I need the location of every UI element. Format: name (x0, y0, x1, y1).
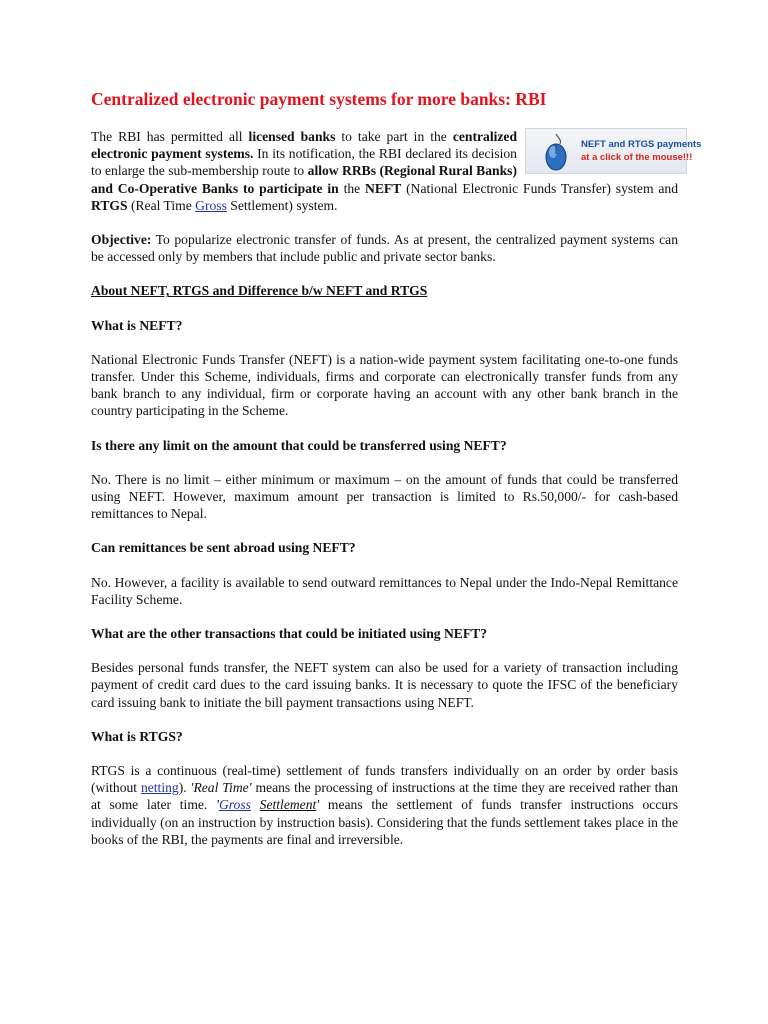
page-title: Centralized electronic payment systems for more banks: RBI (91, 89, 547, 109)
netting-link[interactable]: netting (140, 780, 179, 796)
intro-bold-licensed-banks: licensed banks (248, 129, 336, 144)
question-what-is-neft: What is NEFT? (91, 317, 183, 333)
intro-text-6: (Real Time (127, 197, 196, 213)
section-heading: About NEFT, RTGS and Difference b/w NEFT and RTGS (91, 283, 428, 299)
question-what-is-rtgs: What is RTGS? (91, 728, 183, 744)
intro-block (91, 128, 702, 214)
answer-neft-limit: No. There is no limit – either minimum or maximum – on the amount of funds that could be transferred using NEFT. However, maximum amount per transaction is limited to Rs.50,000/- for cash-based remittances to Nepal. (91, 471, 678, 522)
rtgs-gross-settlement-term (216, 797, 319, 812)
quote-open: ' (216, 797, 219, 813)
rtgs-text-2: ). (178, 780, 191, 796)
intro-bold-rrbs: allow RRBs (Regional Rural Banks) and Co-Operative Banks to participate in (91, 163, 517, 196)
intro-bold-rtgs: RTGS (91, 197, 128, 213)
intro-text-7: Settlement) system. (226, 197, 338, 213)
promo-line-2: at a click of the mouse!!! (581, 152, 693, 163)
question-other-transactions: What are the other transactions that could be initiated using NEFT? (91, 626, 487, 642)
intro-text-3: In its notification, the RBI declared its decision to enlarge the sub-membership route to (91, 146, 517, 179)
objective-label: Objective: (91, 232, 152, 248)
rtgs-text-3: means the processing of instructions at the time they are received rather than at some later time. (91, 780, 678, 813)
computer-mouse-icon (536, 132, 576, 172)
promo-image (525, 128, 702, 174)
promo-line-1: NEFT and RTGS payments (581, 139, 702, 150)
gross-settlement-link[interactable]: Gross (218, 797, 251, 813)
objective-paragraph (91, 231, 678, 265)
answer-other-transactions: Besides personal funds transfer, the NEFT system can also be used for a variety of transaction including payment of credit card dues to the card issuing banks. It is necessary to quote the IFSC of the beneficiary card issuing bank to initiate the bill payment transactions using NEFT. (91, 660, 678, 710)
question-neft-limit: Is there any limit on the amount that could be transferred using NEFT? (91, 437, 507, 453)
rtgs-real-time-term: 'Real Time' (190, 780, 252, 796)
rtgs-text-1: RTGS is a continuous (real-time) settlement of funds transfers individually on an order by order basis (without (91, 763, 678, 796)
intro-text-1: The RBI has permitted all (91, 129, 249, 144)
intro-text-4: the (338, 180, 366, 196)
answer-remittance-abroad: No. However, a facility is available to send outward remittances to Nepal under the Indo-Nepal Remittance Facility Scheme. (91, 574, 678, 607)
settlement-word: Settlement (259, 797, 317, 813)
answer-what-is-rtgs (91, 762, 678, 848)
gross-link[interactable]: Gross (195, 197, 227, 213)
question-remittance-abroad: Can remittances be sent abroad using NEFT? (91, 540, 356, 556)
objective-text: To popularize electronic transfer of funds. As at present, the centralized payment systems can be accessed only by members that include public and private sector banks. (91, 232, 678, 265)
quote-close: ' (316, 797, 320, 813)
answer-what-is-neft: National Electronic Funds Transfer (NEFT) is a nation-wide payment system facilitating one-to-one funds transfer. Under this Scheme, individuals, firms and corporate can electronically transfer funds from any bank branch to any individual, firm or corporate having an account with any other bank branch in the country participating in the Scheme. (91, 351, 678, 419)
intro-bold-payment-systems: centralized electronic payment systems. (91, 129, 518, 162)
settlement-space (251, 797, 260, 812)
intro-text-2: to take part in the (335, 129, 453, 144)
intro-text-5: (National Electronic Funds Transfer) system and (401, 180, 679, 196)
rtgs-text-4: means the settlement of funds transfer instructions occurs individually (on an instruction by instruction basis). Considering that the funds settlement takes place in the books of the RBI, the payments are final and irreversible. (91, 797, 678, 847)
intro-bold-neft: NEFT (365, 180, 402, 196)
